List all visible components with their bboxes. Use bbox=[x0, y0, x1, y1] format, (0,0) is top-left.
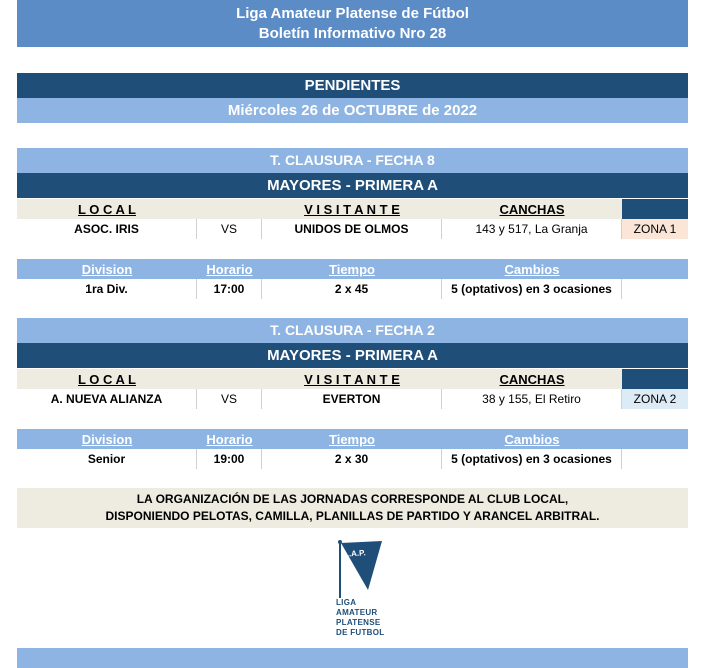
horario-header bbox=[197, 429, 262, 449]
bulletin-header bbox=[17, 0, 688, 47]
bulletin-number: Boletín Informativo Nro 28 bbox=[258, 25, 447, 42]
league-logo bbox=[334, 538, 394, 648]
tiempo-header-label: Tiempo bbox=[329, 431, 375, 447]
venue: 38 y 155, El Retiro bbox=[442, 389, 622, 409]
notice-line-1: LA ORGANIZACIÓN DE LAS JORNADAS CORRESPONDE AL CLUB LOCAL, bbox=[136, 492, 569, 506]
visitante-header-label: V I S I T A N T E bbox=[304, 201, 400, 217]
tournament-title: T. CLAUSURA - FECHA 8 bbox=[17, 148, 688, 173]
notice-line-2: DISPONIENDO PELOTAS, CAMILLA, PLANILLAS DE PARTIDO Y ARANCEL ARBITRAL. bbox=[105, 509, 600, 523]
category-title: MAYORES - PRIMERA A bbox=[17, 173, 688, 198]
tournament-title: T. CLAUSURA - FECHA 2 bbox=[17, 318, 688, 343]
logo-line: LIGA bbox=[336, 598, 357, 607]
info-header-spacer bbox=[622, 259, 688, 279]
league-name: Liga Amateur Platense de Fútbol bbox=[236, 5, 469, 22]
division-header-label: Division bbox=[81, 431, 133, 447]
local-team: ASOC. IRIS bbox=[17, 219, 197, 239]
division-value: Senior bbox=[17, 449, 197, 469]
canchas-header-label: CANCHAS bbox=[499, 371, 565, 387]
logo-flag-text: L.A.P. bbox=[343, 548, 366, 559]
match-row bbox=[17, 219, 688, 239]
visiting-team: UNIDOS DE OLMOS bbox=[262, 219, 442, 239]
tiempo-value: 2 x 30 bbox=[262, 449, 442, 469]
info-row-spacer bbox=[622, 449, 688, 469]
canchas-header bbox=[442, 199, 622, 219]
local-header bbox=[17, 369, 197, 389]
horario-header-label: Horario bbox=[206, 431, 253, 447]
logo-line: AMATEUR bbox=[336, 608, 378, 617]
tiempo-header bbox=[262, 429, 442, 449]
logo-line: DE FUTBOL bbox=[336, 628, 385, 637]
tiempo-header-label: Tiempo bbox=[329, 261, 375, 277]
info-row bbox=[17, 449, 688, 469]
cambios-value: 5 (optativos) en 3 ocasiones bbox=[442, 449, 622, 469]
vs-header-spacer bbox=[197, 369, 262, 389]
organization-notice bbox=[17, 488, 688, 528]
pending-date: Miércoles 26 de OCTUBRE de 2022 bbox=[17, 98, 688, 123]
info-row-spacer bbox=[622, 279, 688, 299]
cambios-header bbox=[442, 429, 622, 449]
horario-value: 17:00 bbox=[197, 279, 262, 299]
local-header-label: L O C A L bbox=[77, 371, 137, 387]
visitante-header bbox=[262, 369, 442, 389]
info-column-headers bbox=[17, 429, 688, 449]
horario-value: 19:00 bbox=[197, 449, 262, 469]
tiempo-header bbox=[262, 259, 442, 279]
tiempo-value: 2 x 45 bbox=[262, 279, 442, 299]
match-column-headers bbox=[17, 369, 688, 389]
zona-header-spacer bbox=[622, 199, 688, 219]
vs-label: VS bbox=[197, 219, 262, 239]
horario-header bbox=[197, 259, 262, 279]
local-team: A. NUEVA ALIANZA bbox=[17, 389, 197, 409]
division-value: 1ra Div. bbox=[17, 279, 197, 299]
category-title: MAYORES - PRIMERA A bbox=[17, 343, 688, 368]
zone-badge: ZONA 2 bbox=[622, 389, 688, 409]
cambios-header-label: Cambios bbox=[504, 431, 560, 447]
pending-title: PENDIENTES bbox=[17, 73, 688, 98]
zone-badge: ZONA 1 bbox=[622, 219, 688, 239]
visitante-header bbox=[262, 199, 442, 219]
canchas-header bbox=[442, 369, 622, 389]
cambios-header-label: Cambios bbox=[504, 261, 560, 277]
cambios-value: 5 (optativos) en 3 ocasiones bbox=[442, 279, 622, 299]
venue: 143 y 517, La Granja bbox=[442, 219, 622, 239]
cambios-header bbox=[442, 259, 622, 279]
logo-line: PLATENSE bbox=[336, 618, 381, 627]
horario-header-label: Horario bbox=[206, 261, 253, 277]
match-column-headers bbox=[17, 199, 688, 219]
visiting-team: EVERTON bbox=[262, 389, 442, 409]
info-row bbox=[17, 279, 688, 299]
match-row bbox=[17, 389, 688, 409]
division-header bbox=[17, 259, 197, 279]
division-header bbox=[17, 429, 197, 449]
info-header-spacer bbox=[622, 429, 688, 449]
footer-band bbox=[17, 648, 688, 668]
local-header-label: L O C A L bbox=[77, 201, 137, 217]
local-header bbox=[17, 199, 197, 219]
zona-header-spacer bbox=[622, 369, 688, 389]
visitante-header-label: V I S I T A N T E bbox=[304, 371, 400, 387]
division-header-label: Division bbox=[81, 261, 133, 277]
info-column-headers bbox=[17, 259, 688, 279]
logo-wordmark bbox=[336, 598, 384, 638]
vs-label: VS bbox=[197, 389, 262, 409]
canchas-header-label: CANCHAS bbox=[499, 201, 565, 217]
vs-header-spacer bbox=[197, 199, 262, 219]
